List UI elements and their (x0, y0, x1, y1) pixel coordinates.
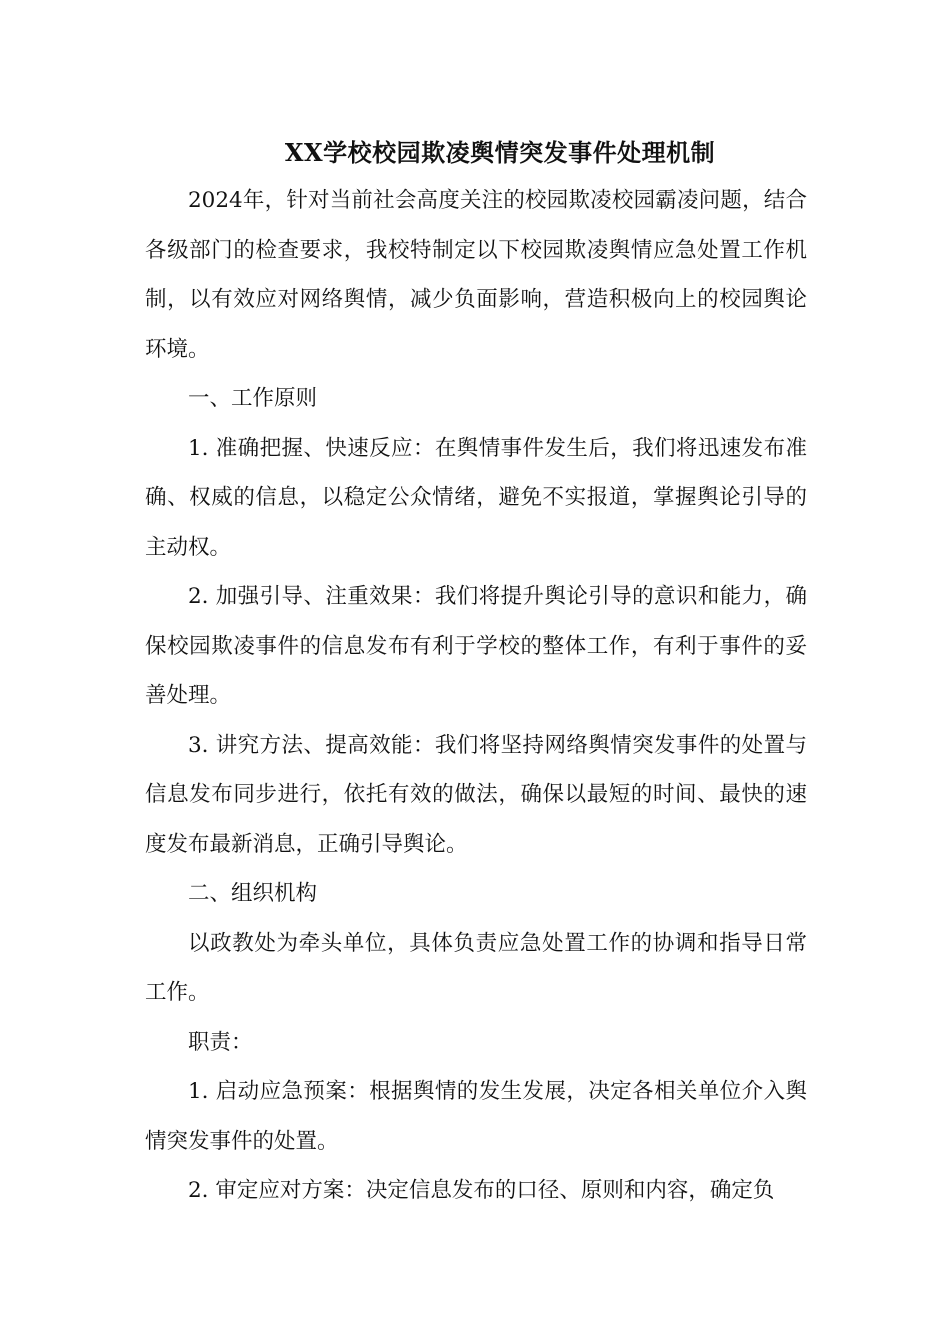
duties-heading: 职责： (188, 1029, 253, 1055)
section-heading-principles: 一、工作原则 (188, 386, 318, 411)
intro-paragraph: 2024年，针对当前社会高度关注的校园欺凌校园霸凌问题，结合各级部门的检查要求，我校特制定以下校园欺凌舆情应急处置工作机制，以有效应对网络舆情，减少负面影响，营造积极向上的校园舆论环境。 (145, 188, 807, 362)
principle-item-1: 1. 准确把握、快速反应：在舆情事件发生后，我们将迅速发布准确、权威的信息，以稳定公众情绪，避免不实报道，掌握舆论引导的主动权。 (145, 435, 807, 560)
duty-item-1: 1. 启动应急预案：根据舆情的发生发展，决定各相关单位介入舆情突发事件的处置。 (145, 1079, 807, 1154)
principle-item-2: 2. 加强引导、注重效果：我们将提升舆论引导的意识和能力，确保校园欺凌事件的信息发布有利于学校的整体工作，有利于事件的妥善处理。 (145, 584, 807, 708)
duty-item-2: 2. 审定应对方案：决定信息发布的口径、原则和内容，确定负 (188, 1178, 775, 1203)
section-heading-organization: 二、组织机构 (188, 881, 318, 906)
document-body (145, 176, 807, 1216)
organization-paragraph: 以政教处为牵头单位，具体负责应急处置工作的协调和指导日常工作。 (145, 930, 807, 1005)
principle-item-3: 3. 讲究方法、提高效能：我们将坚持网络舆情突发事件的处置与信息发布同步进行，依托有效的做法，确保以最短的时间、最快的速度发布最新消息，正确引导舆论。 (145, 732, 807, 857)
document-title: XX学校校园欺凌舆情突发事件处理机制 (284, 138, 716, 167)
